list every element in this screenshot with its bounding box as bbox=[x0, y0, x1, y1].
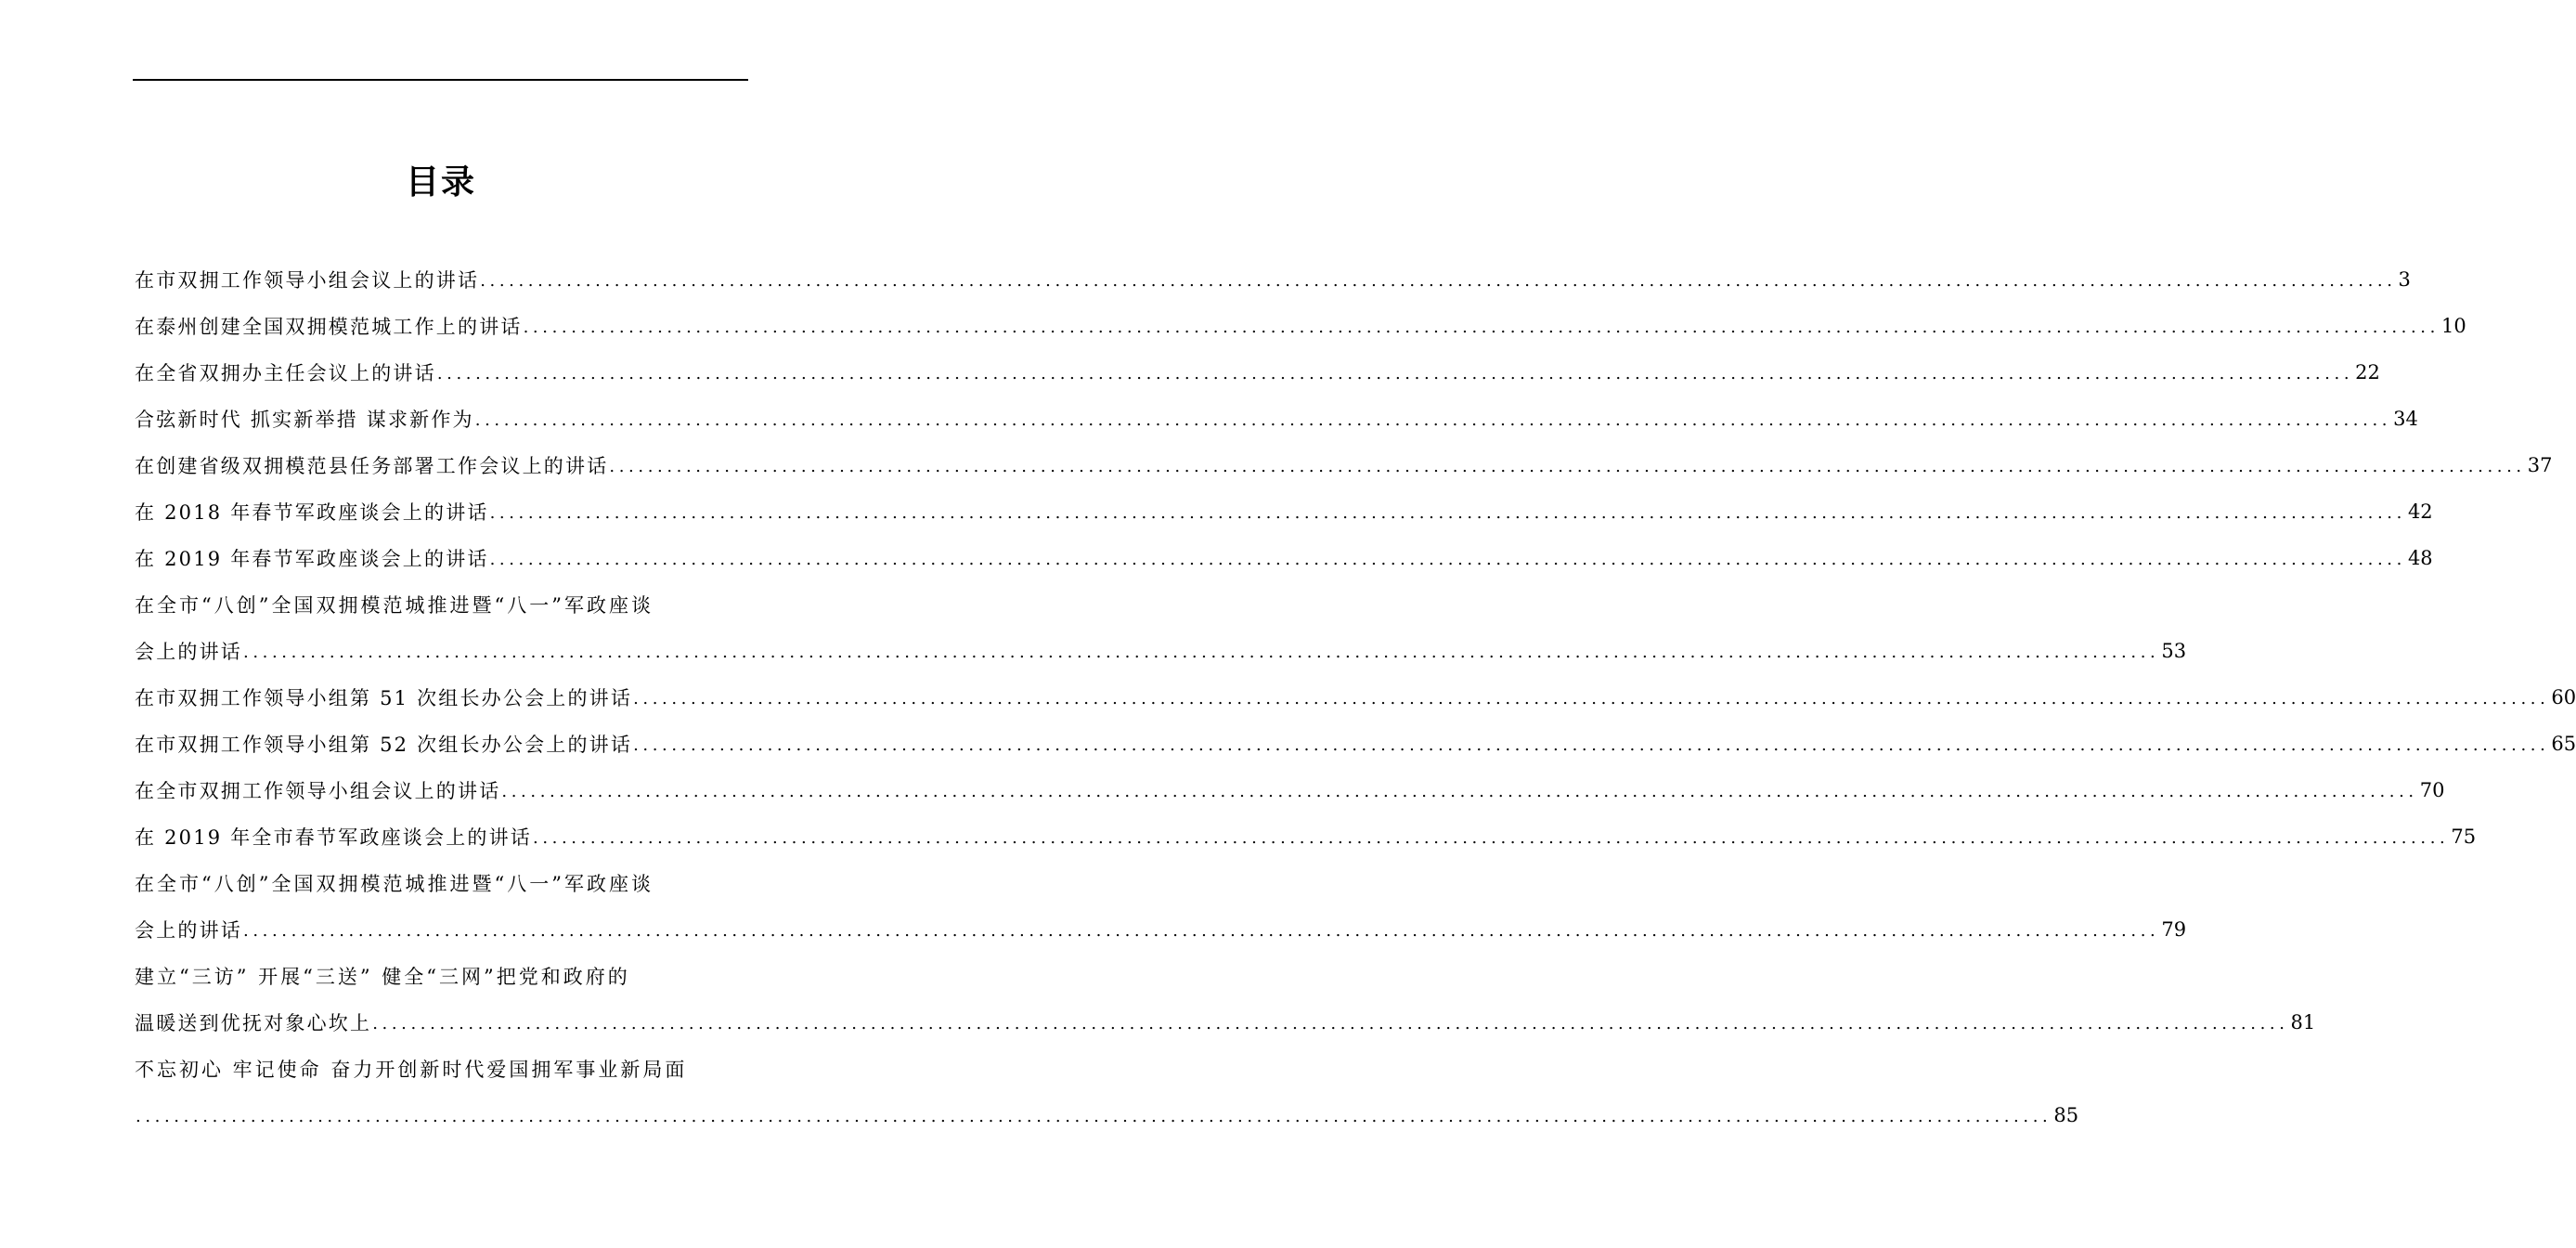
dot-leader: ........................................................................................................................................................................................................ bbox=[480, 270, 2397, 291]
toc-entry[interactable] bbox=[135, 1046, 2079, 1138]
toc-entry[interactable] bbox=[135, 813, 2477, 860]
dot-leader: ........................................................................................................................................................................................................ bbox=[243, 920, 2160, 941]
toc-line bbox=[135, 1046, 748, 1092]
toc-entry-title: 在全市“八创”全国双拥模范城推进暨“八一”军政座谈 bbox=[135, 873, 654, 895]
toc-page-number: 75 bbox=[2451, 826, 2477, 848]
dot-leader: ........................................................................................................................................................................................................ bbox=[243, 642, 2160, 662]
toc-entry[interactable] bbox=[135, 303, 2466, 349]
toc-line bbox=[135, 535, 2433, 581]
dot-leader: ........................................................................................................................................................................................................ bbox=[633, 688, 2550, 708]
toc-entry-title: 在 2019 年全市春节军政座谈会上的讲话 bbox=[135, 826, 532, 849]
toc-page-number: 79 bbox=[2161, 918, 2187, 941]
toc-entry[interactable] bbox=[135, 721, 2576, 767]
toc-entry-title: 在创建省级双拥模范县任务部署工作会议上的讲话 bbox=[135, 455, 609, 477]
dot-leader: ........................................................................................................................................................................................................ bbox=[533, 827, 2450, 848]
toc-line bbox=[135, 813, 2477, 860]
toc-entry-title: 在市双拥工作领导小组会议上的讲话 bbox=[135, 269, 480, 292]
toc-entry-title: 在市双拥工作领导小组第 51 次组长办公会上的讲话 bbox=[135, 687, 633, 709]
toc-entry-title: 会上的讲话 bbox=[135, 919, 242, 942]
toc-page-number: 34 bbox=[2393, 408, 2418, 430]
toc-entry-title: 在全市“八创”全国双拥模范城推进暨“八一”军政座谈 bbox=[135, 594, 654, 617]
toc-entry-title: 不忘初心 牢记使命 奋力开创新时代爱国拥军事业新局面 bbox=[135, 1059, 688, 1081]
table-of-contents bbox=[135, 256, 2576, 1138]
toc-line bbox=[135, 303, 2466, 349]
toc-entry[interactable] bbox=[135, 860, 2187, 953]
toc-line bbox=[135, 674, 2576, 721]
toc-page-number: 48 bbox=[2407, 547, 2433, 569]
dot-leader: ........................................................................................................................................................................................................ bbox=[474, 410, 2392, 430]
toc-line bbox=[135, 442, 2553, 488]
toc-page-number: 42 bbox=[2407, 500, 2433, 523]
toc-entry-title: 在市双拥工作领导小组第 52 次组长办公会上的讲话 bbox=[135, 734, 633, 756]
toc-entry-title: 在 2018 年春节军政座谈会上的讲话 bbox=[135, 501, 489, 524]
toc-line bbox=[135, 906, 2187, 953]
toc-entry[interactable] bbox=[135, 674, 2576, 721]
toc-page-number: 10 bbox=[2440, 315, 2466, 337]
toc-entry[interactable] bbox=[135, 396, 2418, 442]
toc-line bbox=[135, 581, 748, 628]
toc-entry-title: 在泰州创建全国双拥模范城工作上的讲话 bbox=[135, 316, 523, 338]
dot-leader: ........................................................................................................................................................................................................ bbox=[372, 1013, 2289, 1034]
toc-line bbox=[135, 256, 2411, 303]
toc-page-number: 3 bbox=[2398, 268, 2411, 291]
toc-line bbox=[135, 349, 2380, 396]
toc-page-number: 60 bbox=[2551, 686, 2576, 708]
toc-entry[interactable] bbox=[135, 581, 2187, 674]
dot-leader: ........................................................................................................................................................................................................ bbox=[489, 549, 2406, 569]
toc-page-number: 85 bbox=[2053, 1104, 2079, 1126]
page-title: 目录 bbox=[405, 163, 476, 202]
toc-line bbox=[135, 488, 2433, 535]
toc-line bbox=[135, 628, 2187, 674]
toc-entry[interactable] bbox=[135, 256, 2411, 303]
toc-line bbox=[135, 953, 748, 999]
toc-line bbox=[135, 1092, 2079, 1138]
toc-entry-title: 在 2019 年春节军政座谈会上的讲话 bbox=[135, 548, 489, 570]
toc-entry[interactable] bbox=[135, 953, 2316, 1046]
toc-page-number: 70 bbox=[2419, 779, 2445, 801]
dot-leader: ........................................................................................................................................................................................................ bbox=[523, 317, 2440, 337]
toc-page-number: 22 bbox=[2355, 361, 2380, 384]
header-rule bbox=[133, 79, 748, 81]
dot-leader: ........................................................................................................................................................................................................ bbox=[501, 781, 2418, 801]
toc-line bbox=[135, 860, 748, 906]
toc-page-number: 81 bbox=[2290, 1011, 2316, 1034]
toc-entry-title: 会上的讲话 bbox=[135, 641, 242, 663]
toc-entry[interactable] bbox=[135, 767, 2445, 813]
dot-leader: ........................................................................................................................................................................................................ bbox=[633, 734, 2550, 755]
toc-line bbox=[135, 721, 2576, 767]
dot-leader: ........................................................................................................................................................................................................ bbox=[609, 456, 2526, 476]
toc-entry[interactable] bbox=[135, 349, 2380, 396]
toc-entry[interactable] bbox=[135, 442, 2553, 488]
toc-line bbox=[135, 396, 2418, 442]
dot-leader: ........................................................................................................................................................................................................ bbox=[136, 1106, 2052, 1126]
toc-entry-title: 温暖送到优抚对象心坎上 bbox=[135, 1012, 372, 1034]
toc-page-number: 53 bbox=[2161, 640, 2187, 662]
toc-entry-title: 在全市双拥工作领导小组会议上的讲话 bbox=[135, 780, 501, 802]
toc-entry[interactable] bbox=[135, 535, 2433, 581]
toc-entry-title: 在全省双拥办主任会议上的讲话 bbox=[135, 362, 436, 384]
toc-entry[interactable] bbox=[135, 488, 2433, 535]
toc-page-number: 65 bbox=[2551, 733, 2576, 755]
toc-line bbox=[135, 999, 2316, 1046]
dot-leader: ........................................................................................................................................................................................................ bbox=[436, 363, 2354, 384]
toc-entry-title: 合弦新时代 抓实新举措 谋求新作为 bbox=[135, 409, 474, 431]
toc-page-number: 37 bbox=[2527, 454, 2553, 476]
toc-line bbox=[135, 767, 2445, 813]
toc-entry-title: 建立“三访” 开展“三送” 健全“三网”把党和政府的 bbox=[135, 966, 630, 988]
dot-leader: ........................................................................................................................................................................................................ bbox=[489, 502, 2406, 523]
